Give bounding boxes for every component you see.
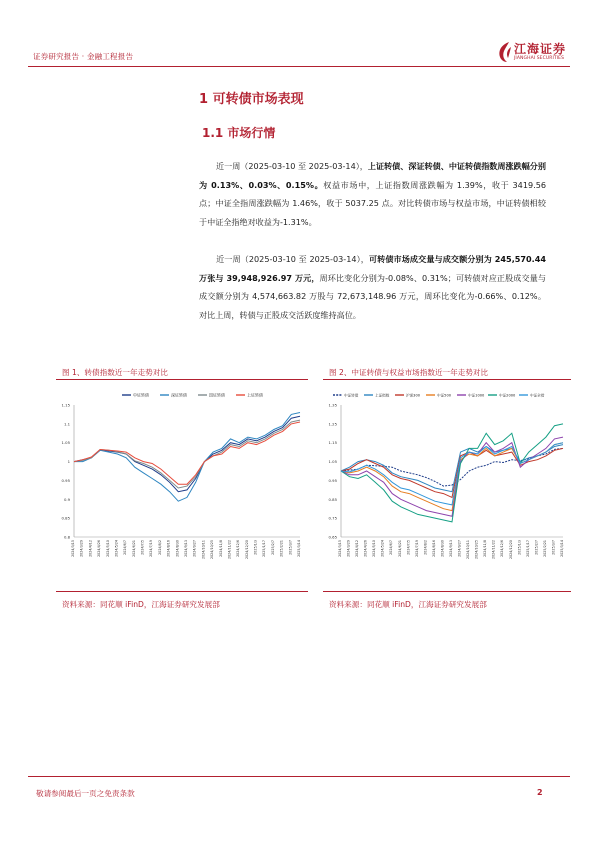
p2-bold: 可转债市场成交量与成交额分别为 245,570.44 万张与 39,948,926.97 万元，: [199, 254, 547, 283]
x-tick-label: 2025/1/3: [517, 540, 522, 555]
company-logo: [497, 40, 569, 66]
x-tick-label: 2024/7/19: [414, 540, 419, 557]
x-tick-label: 2024/10/11: [466, 540, 471, 560]
series-line-3: [74, 422, 300, 484]
figure1-top-rule: [56, 379, 308, 380]
x-tick-label: 2024/3/15: [338, 540, 342, 557]
legend-label: 上证指数: [375, 393, 390, 398]
x-tick-label: 2024/7/19: [149, 540, 154, 557]
x-tick-label: 2024/6/21: [397, 540, 402, 557]
y-tick-label: 0.8: [63, 534, 70, 540]
x-tick-label: 2025/1/3: [253, 540, 258, 555]
y-tick-label: 1.15: [328, 440, 337, 446]
y-tick-label: 1.1: [63, 421, 70, 427]
x-tick-label: 2024/4/12: [355, 540, 360, 557]
x-tick-label: 2025/1/17: [262, 540, 267, 557]
figure2-title: 图 2、中证转债与权益市场指数近一年走势对比: [329, 368, 489, 377]
legend-label: 沪深300: [406, 393, 421, 398]
logo-swoosh-icon: [497, 41, 514, 63]
subsection-heading: 1.1 市场行情: [202, 126, 276, 140]
figure2-bottom-rule: [323, 591, 571, 592]
x-tick-label: 2024/8/2: [423, 540, 428, 555]
footer-disclaimer: 敬请参阅最后一页之免责条款: [36, 789, 135, 798]
figure1-bottom-rule: [56, 591, 308, 592]
figure2-top-rule: [323, 379, 571, 380]
x-tick-label: 2024/4/26: [97, 540, 102, 557]
x-tick-label: 2024/12/6: [500, 540, 505, 557]
series-line-5: [341, 424, 563, 522]
header-divider: [28, 66, 570, 67]
legend-label: 上证转债: [247, 392, 263, 398]
footer-divider: [28, 776, 570, 777]
logo-english-text: JIANGHAI SECURITIES: [514, 56, 565, 61]
x-tick-label: 2024/4/26: [363, 540, 368, 557]
x-tick-label: 2024/12/20: [508, 540, 513, 560]
legend-label: 国证转债: [209, 392, 225, 398]
y-tick-label: 0.85: [328, 496, 337, 502]
series-line-2: [74, 420, 300, 488]
figure1-chart: [56, 383, 308, 588]
p2-lead: 近一周（2025-03-10 至 2025-03-14），: [216, 254, 369, 264]
x-tick-label: 2024/5/24: [380, 540, 385, 557]
y-tick-label: 1.15: [61, 402, 70, 408]
x-tick-label: 2024/8/16: [166, 540, 171, 557]
legend-label: 中证500: [437, 393, 452, 398]
x-tick-label: 2024/12/6: [236, 540, 241, 557]
y-tick-label: 1.05: [61, 440, 70, 446]
p1-rest: 权益市场中，上证指数周涨跌幅为 1.39%，收于 3419.56 点；中证全指周涨跌幅为 1.46%，收于 5037.25 点。对比转债市场与权益市场，中证转债相较于中证全指绝对收益为-1.31%。: [199, 179, 546, 227]
x-tick-label: 2025/3/7: [288, 540, 293, 555]
x-tick-label: 2024/9/27: [192, 540, 197, 557]
legend-label: 中证1000: [468, 393, 485, 398]
y-tick-label: 1.35: [328, 402, 337, 408]
p1-bold: 上证转债、深证转债、中证转债指数周涨跌幅分别为 0.13%、0.03%、0.15%。: [199, 161, 546, 190]
x-tick-label: 2024/4/12: [88, 540, 93, 557]
x-tick-label: 2024/11/8: [218, 540, 223, 557]
paragraph-convertible-index: [199, 157, 546, 231]
x-tick-label: 2024/10/11: [201, 540, 206, 560]
x-tick-label: 2024/12/20: [244, 540, 249, 560]
y-tick-label: 1.05: [328, 459, 337, 465]
x-tick-label: 2024/6/7: [389, 540, 394, 555]
legend-label: 中证2000: [499, 393, 516, 398]
y-tick-label: 0.85: [61, 515, 70, 521]
figure2-source: 资料来源：同花顺 iFinD，江海证券研究发展部: [329, 600, 487, 609]
x-tick-label: 2025/2/7: [534, 540, 539, 555]
x-tick-label: 2024/6/21: [131, 540, 136, 557]
x-tick-label: 2024/7/5: [140, 540, 145, 555]
p2-rest: 周环比变化分别为-0.08%、0.31%；可转债对应正股成交量与成交额分别为 4,574,663.82 万股与 72,673,148.96 万元，周环比变化为-0.66%、0.12%。对比上周，转债与正股成交活跃度维持高位。: [199, 272, 546, 320]
x-tick-label: 2024/10/25: [474, 540, 479, 560]
series-line-0: [74, 416, 300, 491]
x-tick-label: 2024/8/30: [440, 540, 445, 557]
x-tick-label: 2024/3/29: [346, 540, 351, 557]
x-tick-label: 2024/6/7: [123, 540, 128, 555]
series-line-0: [341, 448, 563, 486]
page-number: 2: [537, 788, 543, 797]
report-type-label: 证券研究报告 · 金融工程报告: [33, 52, 134, 61]
x-tick-label: 2024/8/16: [431, 540, 436, 557]
y-tick-label: 1.25: [328, 421, 337, 427]
x-tick-label: 2025/3/7: [551, 540, 556, 555]
x-tick-label: 2024/3/29: [79, 540, 84, 557]
x-tick-label: 2024/11/22: [491, 540, 496, 560]
x-tick-label: 2024/3/15: [71, 540, 75, 557]
figure2-chart: [323, 383, 571, 588]
x-tick-label: 2024/11/22: [227, 540, 232, 560]
x-tick-label: 2025/2/21: [279, 540, 284, 557]
x-tick-label: 2024/5/10: [105, 540, 110, 557]
x-tick-label: 2024/8/30: [175, 540, 180, 557]
x-tick-label: 2024/9/27: [457, 540, 462, 557]
x-tick-label: 2024/5/10: [372, 540, 377, 557]
x-tick-label: 2024/8/2: [157, 540, 162, 555]
figure1-source: 资料来源：同花顺 iFinD，江海证券研究发展部: [62, 600, 220, 609]
x-tick-label: 2025/3/14: [560, 540, 564, 557]
legend-label: 中证转债: [133, 392, 149, 398]
x-tick-label: 2025/1/17: [525, 540, 530, 557]
legend-label: 中证全指: [530, 393, 545, 398]
y-tick-label: 0.9: [63, 496, 70, 502]
figure1-title: 图 1、转债指数近一年走势对比: [62, 368, 168, 377]
y-tick-label: 0.95: [328, 477, 337, 483]
x-tick-label: 2024/7/5: [406, 540, 411, 555]
x-tick-label: 2025/2/21: [542, 540, 547, 557]
p1-lead: 近一周（2025-03-10 至 2025-03-14），: [216, 161, 368, 171]
x-tick-label: 2024/9/13: [184, 540, 188, 557]
x-tick-label: 2025/3/14: [297, 540, 301, 557]
x-tick-label: 2024/9/13: [449, 540, 453, 557]
paragraph-trading-volume: [199, 250, 546, 324]
y-tick-label: 0.65: [328, 534, 337, 540]
series-line-1: [74, 413, 300, 502]
y-tick-label: 1: [67, 459, 70, 465]
logo-chinese-text: 江海证券: [514, 42, 567, 56]
section-heading: 1 可转债市场表现: [199, 92, 304, 107]
y-tick-label: 0.75: [328, 515, 337, 521]
legend-label: 中证转债: [344, 393, 359, 398]
x-tick-label: 2024/11/8: [483, 540, 488, 557]
x-tick-label: 2024/10/25: [210, 540, 215, 560]
x-tick-label: 2025/2/7: [270, 540, 275, 555]
legend-label: 深证转债: [171, 392, 187, 398]
x-tick-label: 2024/5/24: [114, 540, 119, 557]
y-tick-label: 0.95: [61, 477, 70, 483]
